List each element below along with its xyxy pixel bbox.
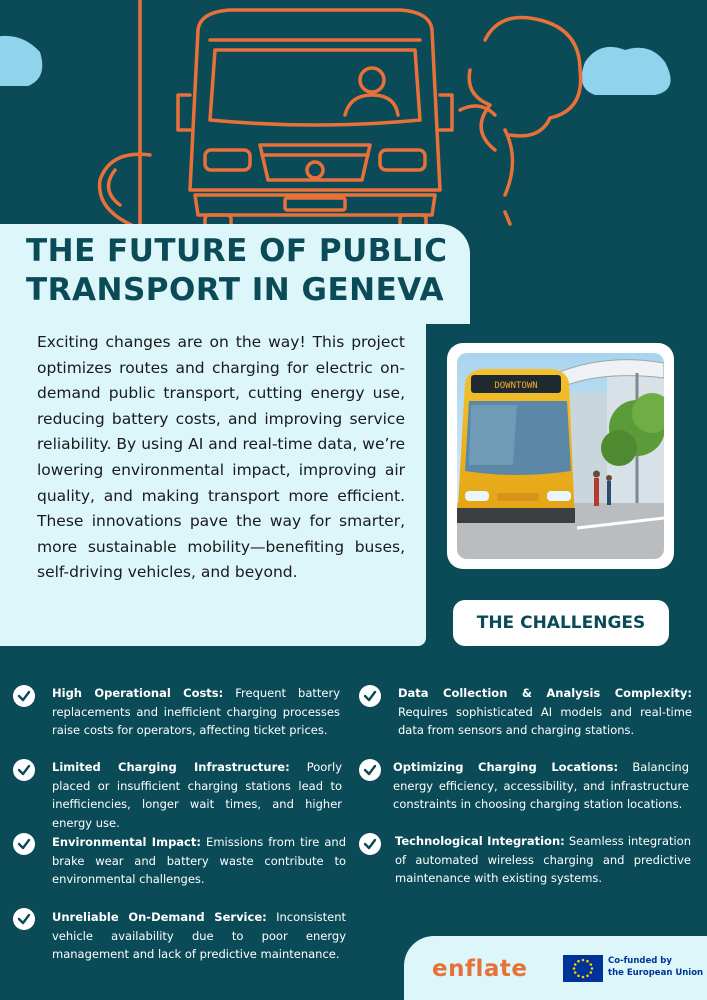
electric-bus-photo xyxy=(457,353,664,559)
challenge-item-optimizing-charging-locations: Optimizing Charging Locations: Balancing energy efficiency, accessibility, and infrastructure constraints in choosing charging station locations. xyxy=(393,760,689,811)
eu-flag-icon xyxy=(563,955,603,982)
svg-text:enflate: enflate xyxy=(432,956,528,981)
eu-cofunded-label: Co-funded by the European Union xyxy=(608,956,704,978)
check-icon xyxy=(13,833,35,855)
challenge-item-technological-integration: Technological Integration: Seamless integration of automated wireless charging and predictive maintenance with existing systems. xyxy=(395,834,691,885)
challenge-item-high-operational-costs: High Operational Costs: Frequent battery replacements and inefficient charging processes raise costs for operators, affecting ticket prices. xyxy=(52,686,341,737)
check-icon xyxy=(359,759,381,781)
check-icon xyxy=(13,759,35,781)
challenge-item-limited-charging-infrastructure: Limited Charging Infrastructure: Poorly placed or insufficient charging stations lead to inefficiencies, longer wait times, and higher energy use. xyxy=(52,760,343,830)
challenge-item-data-collection-complexity: Data Collection & Analysis Complexity: Requires sophisticated AI models and real-time data from sensors and charging stations. xyxy=(398,686,692,737)
check-icon xyxy=(13,685,35,707)
challenges-heading: THE CHALLENGES xyxy=(453,600,669,646)
bus-photo-frame xyxy=(447,343,674,569)
check-icon xyxy=(359,685,381,707)
check-icon xyxy=(359,833,381,855)
intro-paragraph: Exciting changes are on the way! This project optimizes routes and charging for electric on-demand public transport, cutting energy use, reducing battery costs, and improving service reliability. By using AI and real-time data, we’re lowering environmental impact, improving air quality, and making transport more efficient. These innovations pave the way for smarter, more sustainable mobility—benefiting buses, self-driving vehicles, and beyond. xyxy=(37,333,405,582)
enflate-logo xyxy=(432,955,546,981)
challenge-item-unreliable-on-demand-service: Unreliable On-Demand Service: Inconsistent vehicle availability due to poor energy management and lack of predictive maintenance. xyxy=(52,910,347,961)
page-title: THE FUTURE OF PUBLIC TRANSPORT IN GENEVA xyxy=(26,233,448,308)
challenge-item-environmental-impact: Environmental Impact: Emissions from tire and brake wear and battery waste contribute to environmental challenges. xyxy=(52,835,347,886)
check-icon xyxy=(13,908,35,930)
bus-destination-display: DOWNTOWN xyxy=(494,381,538,391)
bus-illustration xyxy=(0,0,707,232)
